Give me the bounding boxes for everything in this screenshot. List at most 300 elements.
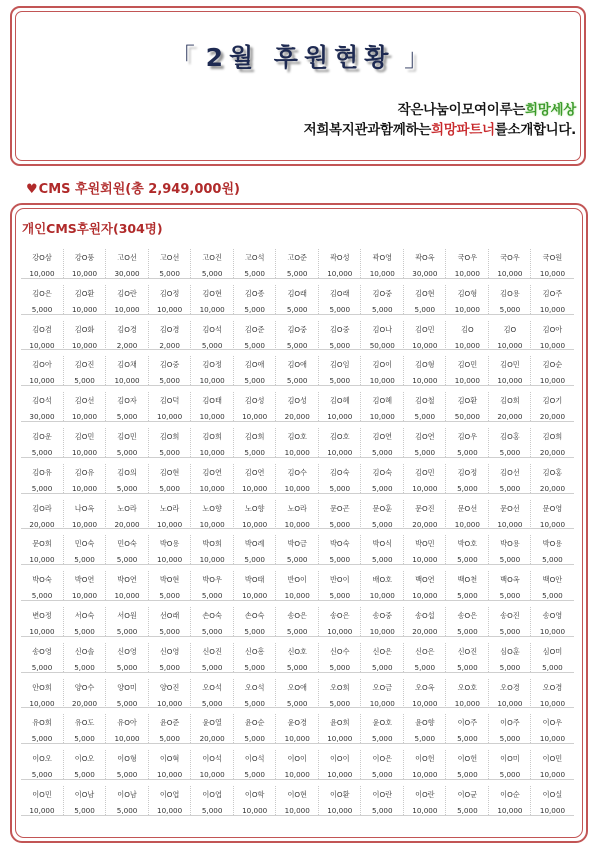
donor-cell — [21, 390, 63, 421]
donor-name: 김O중 — [159, 360, 180, 370]
donor-name: 박O용 — [500, 539, 520, 549]
donor-cell — [21, 462, 63, 493]
donor-name: 김O중 — [329, 324, 350, 334]
intro-line-1 — [398, 98, 576, 118]
donor-cell — [64, 605, 106, 636]
donor-cell — [361, 498, 403, 529]
donor-name: 김O화 — [74, 324, 95, 334]
donor-amount: 5,000 — [244, 447, 265, 457]
donor-amount: 10,000 — [412, 376, 438, 386]
donor-cell — [106, 748, 148, 779]
donor-amount: 5,000 — [499, 483, 521, 493]
donor-amount: 5,000 — [457, 770, 478, 780]
donor-name: 김O정 — [159, 288, 180, 298]
donor-amount: 10,000 — [71, 483, 98, 493]
donor-amount: 5,000 — [329, 698, 351, 708]
donor-cell — [531, 426, 573, 457]
donor-cell — [191, 677, 233, 708]
donor-name: 이O엽 — [202, 789, 222, 799]
donor-name: 이O남 — [74, 789, 95, 799]
donor-row — [21, 498, 574, 534]
donor-name: 김O이 — [372, 360, 393, 370]
donor-amount: 50,000 — [369, 340, 395, 350]
donor-name: 윤O준 — [159, 718, 180, 728]
intro-highlight-hope-partner: 희망파트너 — [431, 122, 495, 138]
donor-cell — [106, 605, 148, 636]
donor-name: 백O천 — [457, 575, 478, 585]
donor-panel-title: 개인CMS후원자(304명) — [22, 221, 163, 236]
donor-amount: 10,000 — [157, 412, 183, 422]
donor-cell — [404, 390, 446, 421]
donor-amount: 5,000 — [31, 591, 53, 601]
donor-cell — [149, 426, 191, 457]
donor-cell — [489, 641, 531, 672]
donor-cell — [531, 677, 573, 708]
donor-amount: 10,000 — [284, 805, 310, 815]
donor-cell — [234, 319, 276, 350]
donor-name: 김O홍 — [500, 431, 520, 441]
donor-cell — [319, 462, 361, 493]
donor-amount: 5,000 — [116, 483, 138, 493]
donor-name: 신O은 — [415, 646, 435, 656]
donor-name: 신O진 — [457, 646, 478, 656]
donor-amount: 5,000 — [244, 555, 265, 565]
donor-cell — [276, 426, 318, 457]
donor-amount: 5,000 — [201, 626, 223, 636]
donor-cell — [149, 677, 191, 708]
donor-name: 민O숙 — [74, 539, 95, 549]
donor-amount: 5,000 — [286, 340, 308, 350]
donor-cell — [276, 712, 318, 743]
donor-name: 김O아 — [542, 324, 563, 334]
donor-amount: 5,000 — [159, 447, 180, 457]
donor-amount: 5,000 — [457, 447, 478, 457]
donor-amount: 20,000 — [539, 483, 566, 493]
donor-amount: 10,000 — [284, 770, 310, 780]
donor-name: 변O정 — [32, 610, 52, 620]
donor-name: 김O주 — [542, 288, 563, 298]
donor-cell — [191, 712, 233, 743]
donor-name: 이O환 — [329, 789, 350, 799]
donor-cell — [361, 319, 403, 350]
donor-cell — [361, 283, 403, 314]
donor-amount: 10,000 — [369, 412, 395, 422]
donor-name: 김O연 — [202, 467, 222, 477]
donor-name: 반O이 — [329, 575, 350, 585]
donor-name: 이O민 — [542, 754, 563, 764]
donor-amount: 5,000 — [286, 555, 308, 565]
donor-amount: 30,000 — [114, 269, 140, 278]
donor-cell — [64, 677, 106, 708]
donor-name: 심O미 — [542, 646, 563, 656]
donor-amount: 10,000 — [327, 734, 353, 744]
donor-amount: 10,000 — [242, 519, 268, 529]
donor-cell — [106, 533, 148, 564]
donor-name: 안O희 — [32, 682, 52, 692]
donor-amount: 10,000 — [114, 376, 140, 386]
donor-name: 신O진 — [202, 646, 222, 656]
donor-amount: 20,000 — [497, 412, 523, 422]
donor-cell — [489, 354, 531, 385]
donor-row — [21, 319, 574, 355]
donor-name: 이O엽 — [159, 789, 180, 799]
donor-name: 김O태 — [202, 396, 222, 406]
donor-amount: 5,000 — [244, 770, 265, 780]
donor-amount: 10,000 — [199, 483, 225, 493]
donor-row — [21, 748, 574, 784]
donor-amount: 5,000 — [329, 376, 351, 386]
donor-cell — [106, 319, 148, 350]
donor-amount: 10,000 — [327, 626, 353, 636]
donor-amount: 5,000 — [244, 698, 265, 708]
donor-name: 노O라 — [117, 503, 137, 513]
donor-name: 오O석 — [202, 682, 222, 692]
donor-amount: 20,000 — [539, 447, 566, 457]
donor-amount: 5,000 — [244, 376, 265, 386]
donor-amount: 10,000 — [242, 412, 268, 422]
donor-amount: 10,000 — [199, 412, 225, 422]
donor-name: 오O희 — [329, 682, 350, 692]
donor-amount: 10,000 — [454, 698, 480, 708]
donor-cell — [234, 390, 276, 421]
donor-name: 김O정 — [457, 467, 478, 477]
donor-amount: 10,000 — [369, 591, 395, 601]
donor-cell — [276, 462, 318, 493]
donor-row — [21, 605, 574, 641]
donor-name: 강O풍 — [74, 253, 95, 262]
donor-name: 김O유 — [74, 467, 95, 477]
donor-name: 박O용 — [542, 539, 563, 549]
donor-cell — [276, 569, 318, 600]
donor-amount: 10,000 — [369, 269, 395, 278]
donor-amount: 5,000 — [244, 626, 265, 636]
donor-cell — [234, 784, 276, 815]
donor-name: 이O학 — [244, 789, 265, 799]
donor-cell — [64, 533, 106, 564]
donor-cell — [64, 641, 106, 672]
donor-cell — [106, 641, 148, 672]
donor-amount: 10,000 — [539, 626, 566, 636]
donor-name: 강O삼 — [32, 253, 52, 262]
donor-amount: 5,000 — [457, 734, 478, 744]
donor-amount: 5,000 — [372, 447, 393, 457]
donor-amount: 5,000 — [286, 662, 308, 672]
donor-amount: 10,000 — [284, 519, 310, 529]
donor-name: 이O석 — [244, 754, 265, 764]
donor-amount: 5,000 — [499, 304, 521, 314]
donor-name: 김O숙 — [372, 467, 393, 477]
donor-cell — [64, 784, 106, 815]
donor-cell — [276, 641, 318, 672]
donor-cell — [531, 247, 573, 278]
donor-cell — [64, 569, 106, 600]
donor-cell — [276, 283, 318, 314]
donor-cell — [106, 677, 148, 708]
donor-amount: 5,000 — [414, 304, 436, 314]
donor-amount: 5,000 — [244, 340, 265, 350]
donor-name: 이O우 — [542, 718, 563, 728]
donor-name: 오O옥 — [415, 682, 435, 692]
donor-name: 오O석 — [244, 682, 265, 692]
donor-amount: 2,000 — [159, 340, 180, 350]
donor-cell — [531, 712, 573, 743]
donor-cell — [361, 390, 403, 421]
donor-name: 김O현 — [202, 288, 222, 298]
donor-cell — [404, 569, 446, 600]
donor-cell — [64, 498, 106, 529]
donor-name: 윤O열 — [202, 718, 222, 728]
donor-amount: 5,000 — [499, 734, 521, 744]
donor-name: 김O민 — [117, 431, 137, 441]
donor-cell — [489, 748, 531, 779]
donor-cell — [319, 533, 361, 564]
donor-name: 김O혜 — [329, 396, 350, 406]
donor-name: 김O민 — [415, 467, 435, 477]
donor-amount: 5,000 — [31, 483, 53, 493]
donor-name: 이O균 — [457, 789, 478, 799]
donor-name: 윤O호 — [372, 718, 393, 728]
donor-name: 손O숙 — [244, 610, 265, 620]
donor-amount: 5,000 — [116, 770, 138, 780]
donor-amount: 5,000 — [499, 626, 521, 636]
donor-amount: 10,000 — [412, 591, 438, 601]
donor-amount: 10,000 — [369, 626, 395, 636]
donor-cell — [489, 426, 531, 457]
donor-amount: 5,000 — [159, 662, 180, 672]
donor-name: 김O희 — [244, 431, 265, 441]
donor-amount: 20,000 — [71, 698, 98, 708]
donor-amount: 10,000 — [29, 555, 55, 565]
donor-name: 반O이 — [287, 575, 307, 585]
donor-cell — [191, 354, 233, 385]
donor-amount: 10,000 — [157, 805, 183, 815]
donor-amount: 10,000 — [539, 340, 566, 350]
donor-cell — [531, 569, 573, 600]
donor-cell — [64, 283, 106, 314]
donor-amount: 10,000 — [29, 805, 55, 815]
donor-name: 나O옥 — [74, 503, 95, 513]
donor-amount: 5,000 — [244, 734, 265, 744]
title-open-bracket: 「 — [169, 43, 196, 72]
donor-cell — [404, 462, 446, 493]
donor-amount: 10,000 — [539, 805, 566, 815]
donor-name: 문O희 — [32, 539, 52, 549]
donor-cell — [191, 426, 233, 457]
donor-amount: 10,000 — [29, 376, 55, 386]
donor-amount: 5,000 — [329, 519, 351, 529]
donor-name: 김O — [461, 324, 474, 334]
donor-name: 문O곤 — [329, 503, 350, 513]
donor-amount: 30,000 — [29, 412, 55, 422]
donor-cell — [404, 712, 446, 743]
donor-amount: 10,000 — [284, 447, 310, 457]
donor-cell — [191, 641, 233, 672]
donor-cell — [404, 605, 446, 636]
donor-cell — [531, 283, 573, 314]
donor-name: 윤O경 — [287, 718, 307, 728]
donor-amount: 10,000 — [327, 269, 353, 278]
donor-row — [21, 677, 574, 713]
cms-total-label: CMS 후원회원(총 2,949,000원) — [38, 182, 240, 197]
donor-cell — [21, 354, 63, 385]
donor-cell — [319, 319, 361, 350]
donor-cell — [489, 712, 531, 743]
donor-amount: 5,000 — [329, 591, 351, 601]
donor-cell — [149, 319, 191, 350]
donor-cell — [149, 748, 191, 779]
intro-line-1-text: 작은나눔이모여이루는 — [397, 102, 526, 118]
donor-cell — [234, 677, 276, 708]
donor-amount: 10,000 — [412, 805, 438, 815]
donor-amount: 5,000 — [159, 376, 180, 386]
donor-name: 이O란 — [415, 789, 435, 799]
donor-name: 이O주 — [500, 718, 520, 728]
donor-name: 문O진 — [415, 503, 435, 513]
donor-name: 김O석 — [32, 396, 52, 406]
donor-name: 오O호 — [457, 682, 478, 692]
donor-amount: 5,000 — [116, 555, 138, 565]
donor-row — [21, 569, 574, 605]
donor-amount: 20,000 — [114, 519, 140, 529]
donor-name: 곽O영 — [372, 253, 393, 262]
donor-cell — [276, 677, 318, 708]
donor-name: 김O중 — [372, 288, 393, 298]
donor-name: 고O석 — [244, 253, 265, 262]
donor-amount: 5,000 — [457, 662, 478, 672]
donor-amount: 5,000 — [201, 805, 223, 815]
donor-amount: 10,000 — [114, 734, 140, 744]
donor-cell — [319, 354, 361, 385]
donor-amount: 5,000 — [31, 770, 53, 780]
donor-amount: 5,000 — [414, 662, 436, 672]
donor-amount: 5,000 — [116, 447, 138, 457]
donor-amount: 10,000 — [454, 340, 480, 350]
donor-name: 이O오 — [74, 754, 95, 764]
donor-name: 민O숙 — [117, 539, 137, 549]
donor-name: 문O선 — [457, 503, 478, 513]
donor-amount: 10,000 — [71, 412, 98, 422]
donor-name: 이O란 — [372, 789, 393, 799]
donor-amount: 5,000 — [74, 770, 95, 780]
donor-cell — [234, 748, 276, 779]
header-inner-border — [15, 11, 581, 161]
donor-cell — [149, 605, 191, 636]
donor-amount: 10,000 — [114, 304, 140, 314]
donor-amount: 10,000 — [454, 376, 480, 386]
donor-name: 김O란 — [117, 288, 137, 298]
donor-name: 신O영 — [117, 646, 137, 656]
donor-cell — [446, 426, 488, 457]
donor-cell — [404, 498, 446, 529]
donor-amount: 10,000 — [71, 304, 98, 314]
donor-cell — [276, 498, 318, 529]
donor-name: 이O이 — [287, 754, 307, 764]
donor-name: 이O헌 — [457, 754, 478, 764]
donor-cell — [149, 533, 191, 564]
donor-grid — [21, 247, 574, 820]
donor-cell — [234, 712, 276, 743]
donor-amount: 5,000 — [499, 662, 521, 672]
donor-amount: 5,000 — [159, 734, 180, 744]
donor-cell — [234, 605, 276, 636]
donor-name: 김O유 — [32, 467, 52, 477]
donor-amount: 10,000 — [29, 340, 55, 350]
donor-name: 송O중 — [372, 610, 393, 620]
donor-amount: 10,000 — [242, 805, 268, 815]
donor-name: 국O우 — [457, 253, 478, 262]
donor-amount: 10,000 — [157, 304, 183, 314]
donor-amount: 10,000 — [327, 805, 353, 815]
donor-amount: 10,000 — [71, 519, 98, 529]
donor-cell — [404, 748, 446, 779]
donor-name: 송O은 — [329, 610, 350, 620]
donor-amount: 5,000 — [499, 447, 521, 457]
donor-amount: 10,000 — [497, 340, 523, 350]
donor-cell — [149, 390, 191, 421]
donor-amount: 5,000 — [414, 412, 436, 422]
donor-name: 김O연 — [415, 431, 435, 441]
donor-row — [21, 641, 574, 677]
donor-amount: 5,000 — [244, 662, 265, 672]
donor-name: 김O종 — [244, 288, 265, 298]
donor-name: 김O철 — [415, 396, 435, 406]
donor-name: 박O연 — [117, 575, 137, 585]
donor-cell — [446, 462, 488, 493]
donor-amount: 10,000 — [497, 376, 523, 386]
donor-amount: 5,000 — [457, 483, 478, 493]
donor-name: 김O수 — [287, 467, 307, 477]
donor-name: 김O나 — [372, 324, 393, 334]
donor-amount: 5,000 — [159, 591, 180, 601]
donor-cell — [531, 641, 573, 672]
donor-cell — [361, 605, 403, 636]
donor-cell — [446, 569, 488, 600]
intro-line-2-text: 저희복지관과함께하는 — [303, 122, 431, 138]
donor-amount: 5,000 — [31, 304, 53, 314]
donor-amount: 5,000 — [329, 662, 351, 672]
donor-amount: 10,000 — [497, 805, 523, 815]
donor-name: 노O향 — [202, 503, 222, 513]
donor-amount: 5,000 — [286, 269, 308, 278]
donor-cell — [361, 354, 403, 385]
donor-name: 김O희 — [500, 396, 520, 406]
donor-amount: 5,000 — [457, 591, 478, 601]
donor-amount: 10,000 — [114, 591, 140, 601]
donor-amount: 5,000 — [542, 555, 563, 565]
donor-name: 박O숙 — [32, 575, 52, 585]
donor-amount: 5,000 — [116, 626, 138, 636]
donor-cell — [446, 605, 488, 636]
donor-name: 김O기 — [542, 396, 563, 406]
donor-name: 신O영 — [159, 646, 180, 656]
donor-name: 송O은 — [457, 610, 478, 620]
donor-name: 김O민 — [415, 324, 435, 334]
donor-name: 이O미 — [500, 754, 520, 764]
donor-name: 김O선 — [500, 467, 520, 477]
donor-cell — [446, 390, 488, 421]
donor-name: 곽O옥 — [415, 253, 435, 262]
donor-name: 심O훈 — [500, 646, 520, 656]
intro-line-2 — [304, 118, 576, 138]
intro-line-2-tail: 를소개합니다. — [494, 122, 576, 138]
donor-name: 배O호 — [372, 575, 393, 585]
donor-amount: 20,000 — [412, 626, 438, 636]
donor-cell — [21, 677, 63, 708]
donor-amount: 5,000 — [74, 805, 95, 815]
donor-cell — [404, 533, 446, 564]
donor-name: 신O흥 — [244, 646, 265, 656]
donor-name: 김O순 — [542, 360, 563, 370]
